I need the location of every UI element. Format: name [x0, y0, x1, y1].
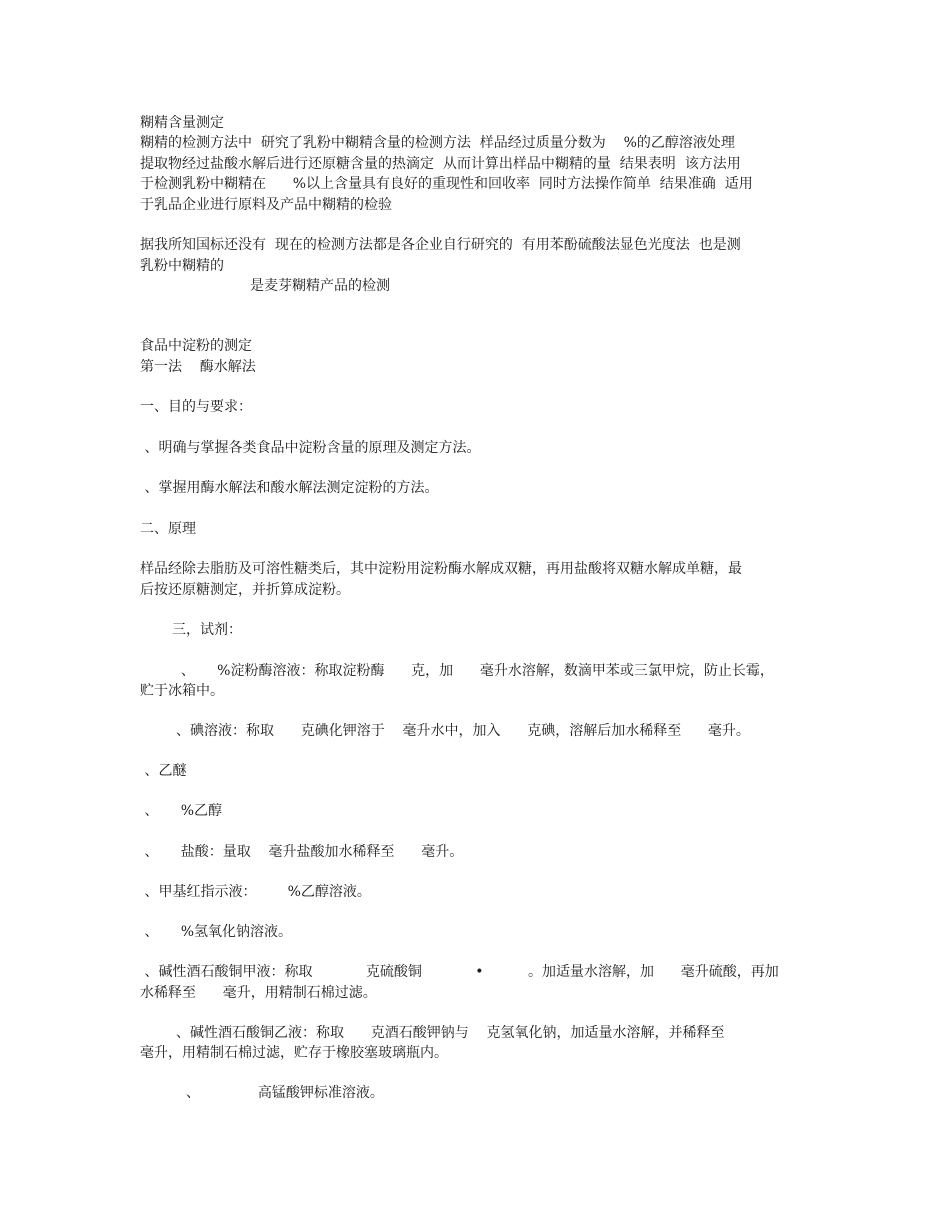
reagent-3: 、乙醚: [140, 763, 187, 779]
reagent-10: 、 高锰酸钾标准溶液。: [186, 1085, 384, 1101]
reagent-5: 、 盐酸：量取 毫升盐酸加水稀释至 毫升。: [140, 844, 464, 860]
reagent-4: 、 %乙醇: [140, 803, 223, 819]
principle-line-2: 后按还原糖测定，并折算成淀粉。: [140, 582, 350, 598]
reagent-1-line-1: 、 %淀粉酶溶液：称取淀粉酶 克，加 毫升水溶解，数滴甲苯或三氯甲烷，防止长霉，: [172, 663, 774, 679]
reagent-8-line-1: 、碱性酒石酸铜甲液：称取 克硫酸铜 • 。加适量水溶解，加 毫升硫酸，再加: [140, 964, 779, 980]
reagent-6: 、甲基红指示液： %乙醇溶液。: [140, 884, 371, 900]
purpose-heading: 一、目的与要求：: [140, 399, 252, 415]
abstract-line-1: 糊精的检测方法中 研究了乳粉中糊精含量的检测方法 样品经过质量分数为 %的乙醇溶液处理: [140, 135, 735, 151]
reagent-9-line-1: 、碱性酒石酸铜乙液：称取 克酒石酸钾钠与 克氢氧化钠，加适量水溶解，并稀释至: [176, 1025, 725, 1041]
reagent-9-line-2: 毫升，用精制石棉过滤，贮存于橡胶塞玻璃瓶内。: [140, 1045, 448, 1061]
note-indent-line: 是麦芽糊精产品的检测: [250, 278, 390, 294]
method-title: 第一法 酶水解法: [140, 359, 256, 375]
purpose-item-1: 、明确与掌握各类食品中淀粉含量的原理及测定方法。: [140, 440, 481, 456]
note-line-2: 乳粉中糊精的: [140, 258, 224, 274]
note-line-1: 据我所知国标还没有 现在的检测方法都是各企业自行研究的 有用苯酚硫酸法显色光度法 也是测: [140, 237, 741, 253]
reagent-8-line-2: 水稀释至 毫升，用精制石棉过滤。: [140, 985, 377, 1001]
reagent-7: 、 %氢氧化钠溶液。: [140, 924, 293, 940]
principle-heading: 二、原理: [140, 521, 196, 537]
purpose-item-2: 、掌握用酶水解法和酸水解法测定淀粉的方法。: [140, 480, 439, 496]
reagents-heading: 三，试剂：: [172, 622, 242, 638]
starch-title: 食品中淀粉的测定: [140, 338, 252, 354]
abstract-line-3: 于检测乳粉中糊精在 %以上含量具有良好的重现性和回收率 同时方法操作简单 结果准确 适用: [140, 176, 753, 192]
principle-line-1: 样品经除去脂肪及可溶性糖类后，其中淀粉用淀粉酶水解成双糖，再用盐酸将双糖水解成单糖，最: [140, 561, 742, 577]
reagent-2: 、碘溶液：称取 克碘化钾溶于 毫升水中，加入 克碘，溶解后加水稀释至 毫升。: [176, 723, 750, 739]
abstract-line-4: 于乳品企业进行原料及产品中糊精的检验: [140, 197, 392, 213]
reagent-1-line-2: 贮于冰箱中。: [140, 683, 224, 699]
abstract-line-2: 提取物经过盐酸水解后进行还原糖含量的热滴定 从而计算出样品中糊精的量 结果表明 该方法用: [140, 156, 741, 172]
dextrin-title: 糊精含量测定: [140, 115, 224, 131]
